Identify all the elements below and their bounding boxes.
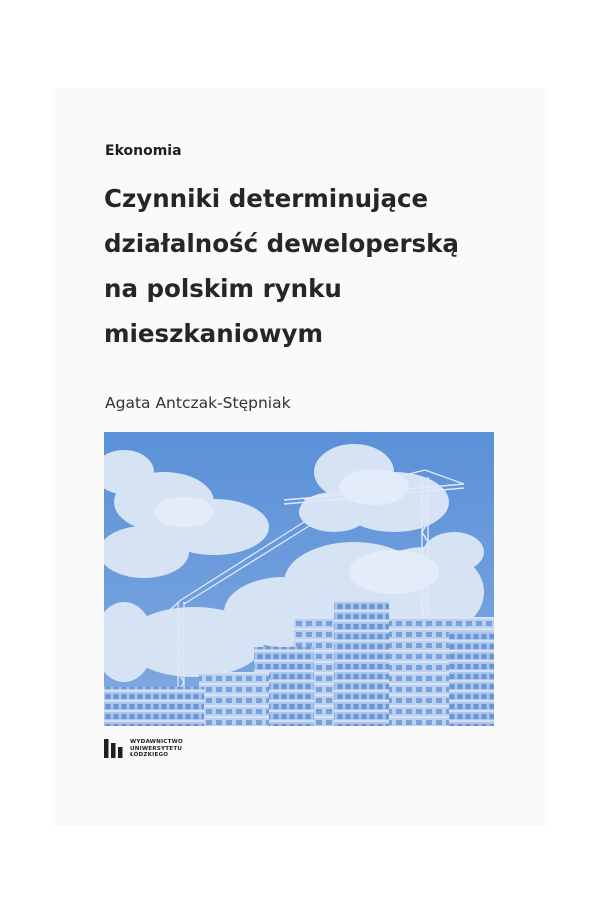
author-name: Agata Antczak-Stępniak: [105, 394, 291, 412]
book-title: [104, 176, 544, 356]
title-line-3: na polskim rynku: [104, 274, 342, 303]
cover-photo: [104, 432, 494, 726]
title-line-2: działalność deweloperską: [104, 229, 459, 258]
publisher-line-1: WYDAWNICTWO: [130, 739, 183, 745]
publisher-name: [130, 739, 183, 759]
publisher-logo-icon: [104, 739, 123, 758]
title-line-1: Czynniki determinujące: [104, 184, 429, 213]
title-line-4: mieszkaniowym: [104, 319, 324, 348]
series-label: Ekonomia: [105, 143, 182, 159]
publisher-block: [104, 739, 183, 759]
publisher-line-3: ŁÓDZKIEGO: [130, 752, 169, 759]
publisher-line-2: UNIWERSYTETU: [130, 745, 183, 752]
